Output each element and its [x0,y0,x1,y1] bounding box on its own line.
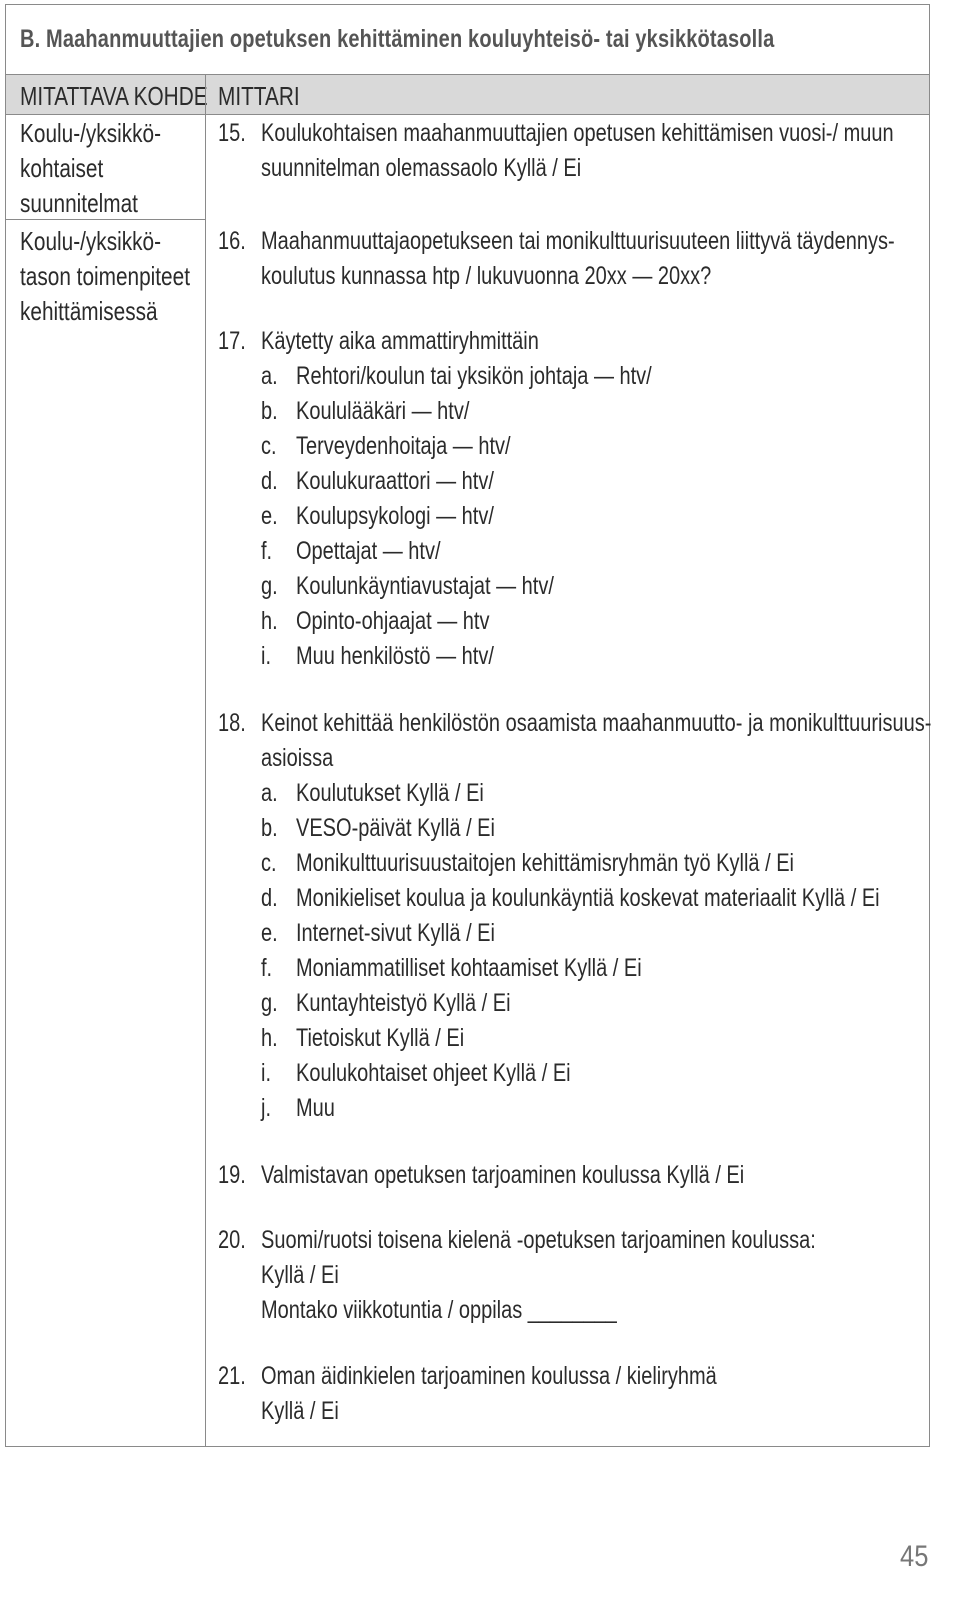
list-item-letter: e. [261,919,278,947]
list-item-letter: a. [261,779,278,807]
section-title: B. Maahanmuuttajien opetuksen kehittäminen kouluyhteisö- tai yksikkötasolla [20,25,775,53]
list-item-letter: f. [261,537,273,565]
list-item: Koululääkäri — htv/ [296,397,470,425]
list-item-letter: h. [261,607,278,635]
section-title-row [6,5,929,75]
list-item-letter: i. [261,642,271,670]
list-item: Koulukuraattori — htv/ [296,467,494,495]
list-item-letter: i. [261,1059,271,1087]
list-item: Monikieliset koulua ja koulunkäyntiä koskevat materiaalit Kyllä / Ei [296,884,880,912]
list-item: Kuntayhteistyö Kyllä / Ei [296,989,511,1017]
list-item: Koulupsykologi — htv/ [296,502,494,530]
list-item: Koulukohtaiset ohjeet Kyllä / Ei [296,1059,571,1087]
list-item-letter: b. [261,397,278,425]
list-item-letter: j. [261,1094,271,1122]
list-item-letter: d. [261,884,278,912]
q17-text: Käytetty aika ammattiryhmittäin [261,327,539,355]
list-item-letter: h. [261,1024,278,1052]
q18-line-2: asioissa [261,744,334,772]
q15-number: 15. [218,119,246,147]
list-item: Muu [296,1094,335,1122]
row-label-actions: Koulu-/yksikkö- tason toimenpiteet kehittämisessä [20,226,190,326]
list-item: Opinto-ohjaajat — htv [296,607,490,635]
list-item: Opettajat — htv/ [296,537,441,565]
list-item-letter: g. [261,989,278,1017]
q15-line-1: Koulukohtaisen maahanmuuttajien opetusen kehittämisen vuosi-/ muun [261,119,894,147]
list-item: Moniammatilliset kohtaamiset Kyllä / Ei [296,954,642,982]
q19-number: 19. [218,1161,246,1189]
page-number: 45 [899,1540,928,1573]
q18-number: 18. [218,709,246,737]
header-col-meter: MITTARI [218,81,300,111]
list-item: Muu henkilöstö — htv/ [296,642,494,670]
q16-number: 16. [218,227,246,255]
list-item-letter: g. [261,572,278,600]
q20-line-2: Kyllä / Ei [261,1261,339,1289]
list-item-letter: e. [261,502,278,530]
q20-line-1: Suomi/ruotsi toisena kielenä -opetuksen tarjoaminen koulussa: [261,1226,816,1254]
q21-line-2: Kyllä / Ei [261,1397,339,1425]
q15-line-2: suunnitelman olemassaolo Kyllä / Ei [261,154,582,182]
measurement-table [5,4,930,1447]
list-item-letter: d. [261,467,278,495]
list-item: Koulutukset Kyllä / Ei [296,779,484,807]
list-item: VESO-päivät Kyllä / Ei [296,814,495,842]
q17-number: 17. [218,327,246,355]
list-item: Monikulttuurisuustaitojen kehittämisryhmän työ Kyllä / Ei [296,849,794,877]
list-item: Terveydenhoitaja — htv/ [296,432,511,460]
q16-line-1: Maahanmuuttajaopetukseen tai monikulttuurisuuteen liittyvä täydennys- [261,227,895,255]
list-item-letter: c. [261,432,277,460]
list-item: Tietoiskut Kyllä / Ei [296,1024,465,1052]
list-item: Koulunkäyntiavustajat — htv/ [296,572,554,600]
list-item-letter: f. [261,954,273,982]
q20-number: 20. [218,1226,246,1254]
row-label-plans: Koulu-/yksikkö- kohtaiset suunnitelmat [20,118,162,218]
q21-line-1: Oman äidinkielen tarjoaminen koulussa / kieliryhmä [261,1362,717,1390]
q20-line-3: Montako viikkotuntia / oppilas ________ [261,1296,617,1324]
list-item-letter: b. [261,814,278,842]
q18-line-1: Keinot kehittää henkilöstön osaamista maahanmuutto- ja monikulttuurisuus- [261,709,932,737]
header-col-target: MITATTAVA KOHDE [20,81,208,111]
table-header [6,75,929,115]
q16-line-2: koulutus kunnassa htp / lukuvuonna 20xx — 20xx? [261,262,712,290]
list-item: Internet-sivut Kyllä / Ei [296,919,495,947]
column-divider [205,75,206,1446]
q21-number: 21. [218,1362,246,1390]
q19-text: Valmistavan opetuksen tarjoaminen koulussa Kyllä / Ei [261,1161,745,1189]
list-item-letter: a. [261,362,278,390]
list-item-letter: c. [261,849,277,877]
list-item: Rehtori/koulun tai yksikön johtaja — htv/ [296,362,652,390]
